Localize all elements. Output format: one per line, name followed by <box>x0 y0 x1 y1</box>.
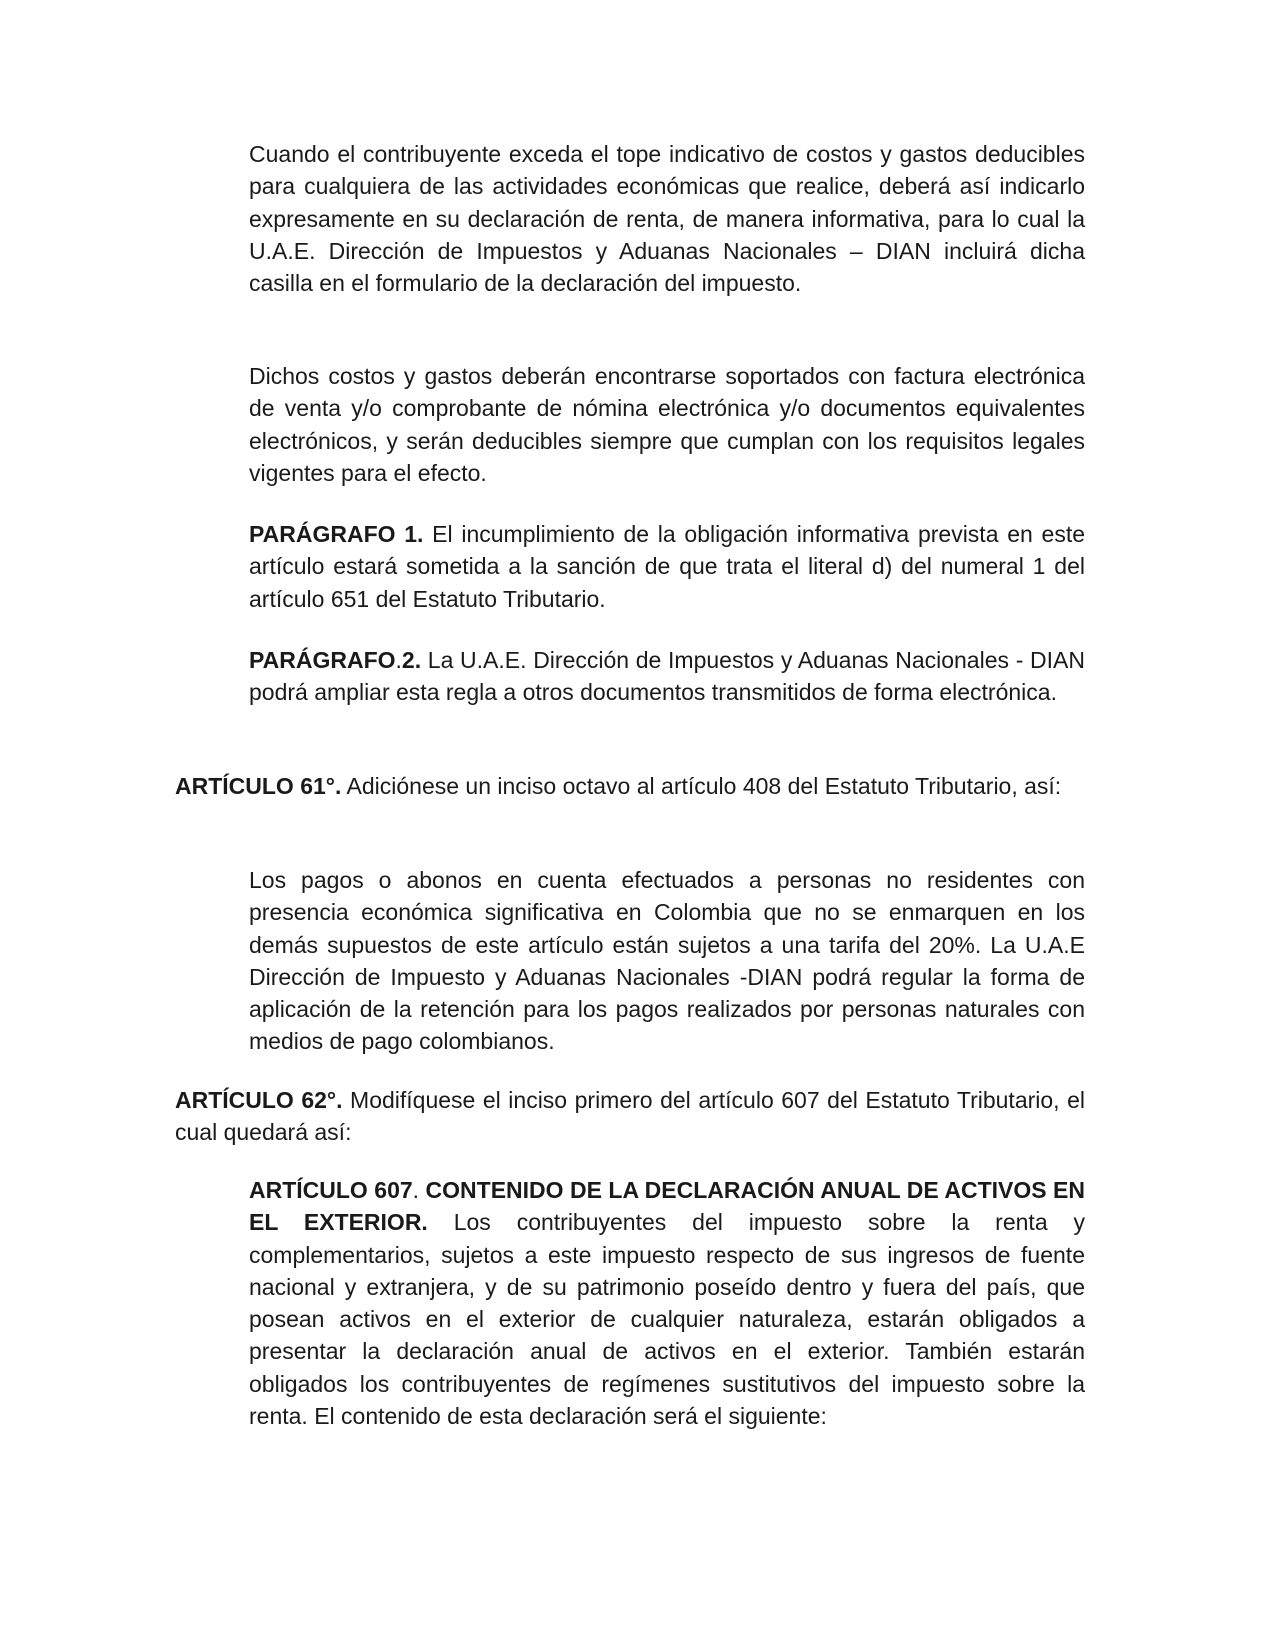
article-text: Modifíquese el inciso primero del artículo 607 del Estatuto Tributario, el cual quedará así: <box>175 1087 1085 1146</box>
article-61 <box>175 770 1085 802</box>
heading-separator: . <box>395 647 402 673</box>
article-heading: ARTÍCULO 62°. <box>175 1087 343 1113</box>
paragraph-paragrafo-1 <box>249 518 1085 615</box>
paragraph-text: Dichos costos y gastos deberán encontrarse soportados con factura electrónica de venta y/o comprobante de nómina electrónica y/o documentos equivalentes electrónicos, y serán deducibles siempre que cumplan con los requisitos legales vigentes para el efecto. <box>249 363 1085 486</box>
paragraph-heading: PARÁGRAFO 1. <box>249 521 424 547</box>
paragraph-paragrafo-2 <box>249 644 1085 709</box>
paragraph-article-61-inciso <box>249 864 1085 1058</box>
article-607-heading: ARTÍCULO 607 <box>249 1177 413 1203</box>
article-607-text <box>249 1174 1085 1432</box>
paragraph-heading-number: 2. <box>401 647 422 673</box>
paragraph-text: La U.A.E. Dirección de Impuestos y Aduanas Nacionales - DIAN podrá ampliar esta regla a otros documentos transmitidos de forma electrónica. <box>249 647 1085 706</box>
article-text: Los contribuyentes del impuesto sobre la renta y complementarios, sujetos a este impuesto respecto de sus ingresos de fuente nacional y extranjera, y de su patrimonio poseído dentro y fuera del país, que posean activos en el exterior de cualquier naturaleza, estarán obligados a presentar la declaración anual de activos en el exterior. También estarán obligados los contribuyentes de regímenes sustitutivos del impuesto sobre la renta. El contenido de esta declaración será el siguiente: <box>249 1209 1085 1430</box>
paragraph-soporte-costos <box>249 360 1085 489</box>
paragraph-text: Cuando el contribuyente exceda el tope indicativo de costos y gastos deducibles para cualquiera de las actividades económicas que realice, deberá así indicarlo expresamente en su declaración de renta, de manera informativa, para lo cual la U.A.E. Dirección de Impuestos y Aduanas Nacionales – DIAN incluirá dicha casilla en el formulario de la declaración del impuesto. <box>249 141 1085 297</box>
article-heading: ARTÍCULO 61°. <box>175 773 342 799</box>
paragraph-heading: PARÁGRAFO <box>249 647 396 673</box>
article-text: Adiciónese un inciso octavo al artículo 408 del Estatuto Tributario, así: <box>341 773 1062 799</box>
article-607-title: CONTENIDO DE LA DECLARACIÓN ANUAL DE ACTIVOS EN EL EXTERIOR. <box>249 1177 1085 1236</box>
paragraph-tope-costos <box>249 138 1085 299</box>
heading-separator: . <box>412 1177 426 1203</box>
article-62 <box>175 1084 1085 1149</box>
paragraph-text: El incumplimiento de la obligación informativa prevista en este artículo estará sometida a la sanción de que trata el literal d) del numeral 1 del artículo 651 del Estatuto Tributario. <box>249 521 1085 612</box>
paragraph-text: Los pagos o abonos en cuenta efectuados a personas no residentes con presencia económica significativa en Colombia que no se enmarquen en los demás supuestos de este artículo están sujetos a una tarifa del 20%. La U.A.E Dirección de Impuesto y Aduanas Nacionales -DIAN podrá regular la forma de aplicación de la retención para los pagos realizados por personas naturales con medios de pago colombianos. <box>249 867 1085 1055</box>
